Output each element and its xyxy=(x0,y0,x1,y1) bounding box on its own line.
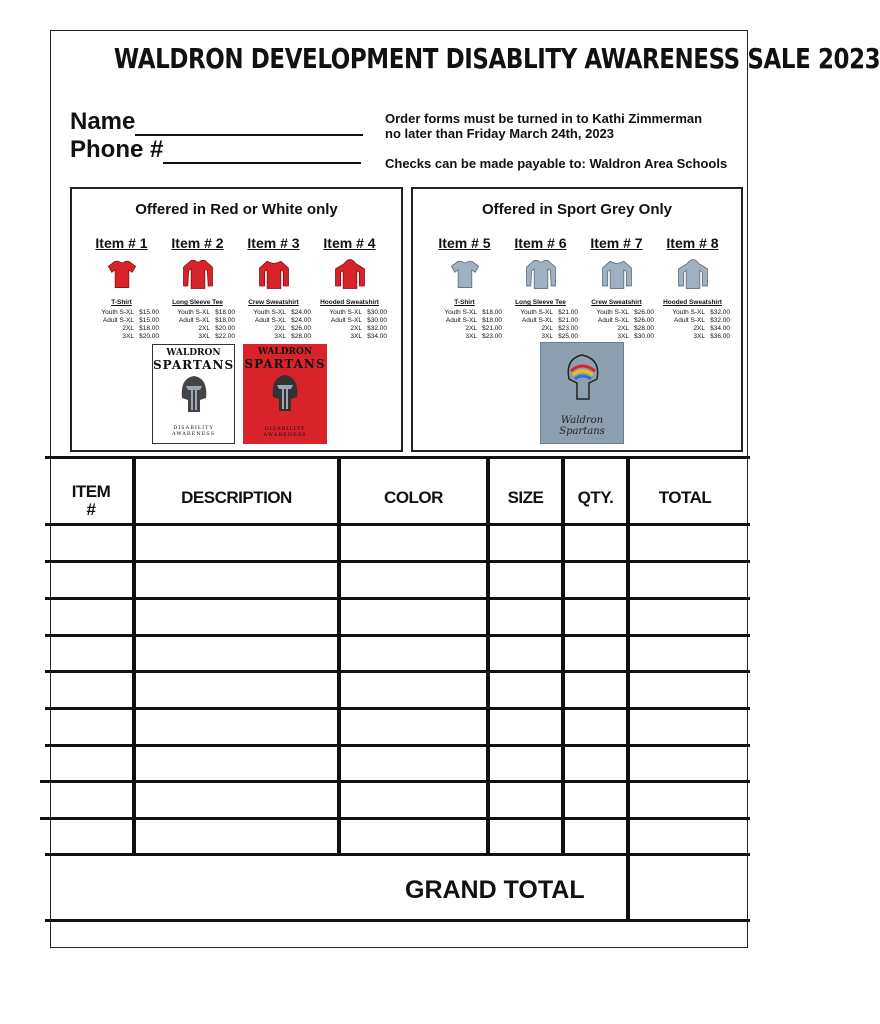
phone-field[interactable] xyxy=(70,136,361,164)
sport-grey-products-box xyxy=(411,187,743,452)
table-column-line xyxy=(561,456,565,855)
item-label: Item # 3 xyxy=(247,235,300,251)
price-row: 2XL $21.00 xyxy=(465,325,502,332)
crew-sweatshirt-icon xyxy=(257,257,291,291)
table-top-border xyxy=(45,456,750,459)
table-column-line xyxy=(626,456,630,921)
price-list xyxy=(236,309,311,341)
product-item-3 xyxy=(236,235,311,341)
phone-label: Phone # xyxy=(70,136,164,163)
price-list xyxy=(579,309,654,341)
price-row: Youth S-XL $24.00 xyxy=(253,309,311,316)
box-title-red-white: Offered in Red or White only xyxy=(135,201,338,218)
tshirt-icon xyxy=(105,257,139,291)
item-label: Item # 7 xyxy=(590,235,643,251)
checks-notice: Checks can be made payable to: Waldron Area Schools xyxy=(385,156,728,171)
price-row: 2XL $34.00 xyxy=(693,325,730,332)
price-row: Adult S-XL $18.00 xyxy=(445,317,502,324)
table-column-line xyxy=(132,456,136,855)
box-title-sport-grey: Offered in Sport Grey Only xyxy=(481,201,673,218)
hoodie-icon xyxy=(333,257,367,291)
product-name: Long Sleeve Tee xyxy=(515,299,566,306)
item-label: Item # 8 xyxy=(666,235,719,251)
header-color: COLOR xyxy=(384,488,443,507)
product-name: Hooded Sweatshirt xyxy=(663,299,722,306)
price-row: 3XL $34.00 xyxy=(350,333,387,340)
price-list xyxy=(427,309,502,341)
price-row: 2XL $23.00 xyxy=(541,325,578,332)
product-name: Crew Sweatshirt xyxy=(248,299,299,306)
table-row-line xyxy=(45,597,750,600)
price-row: 3XL $30.00 xyxy=(617,333,654,340)
price-row: Adult S-XL $24.00 xyxy=(254,317,311,324)
table-row-line xyxy=(45,560,750,563)
price-row: Youth S-XL $30.00 xyxy=(329,309,387,316)
red-logo-design: WALDRON SPARTANS DISABILITY AWARENESS xyxy=(243,344,327,444)
table-bottom-border xyxy=(45,919,750,922)
price-row: Adult S-XL $30.00 xyxy=(330,317,387,324)
name-label: Name xyxy=(70,108,136,135)
item-label: Item # 2 xyxy=(171,235,224,251)
price-row: 2XL $26.00 xyxy=(274,325,311,332)
price-row: 3XL $25.00 xyxy=(541,333,578,340)
price-row: Youth S-XL $18.00 xyxy=(177,309,235,316)
table-row-line xyxy=(40,817,750,820)
table-column-line xyxy=(486,456,490,855)
white-logo-design: WALDRON SPARTANS DISABILITY AWARENESS xyxy=(152,344,235,444)
header-item-number: ITEM # xyxy=(71,482,111,519)
header-size: SIZE xyxy=(507,488,544,507)
price-row: 2XL $32.00 xyxy=(350,325,387,332)
price-row: Youth S-XL $18.00 xyxy=(444,309,502,316)
product-item-7 xyxy=(579,235,654,341)
page-title: WALDRON DEVELOPMENT DISABLITY AWARENESS SALE 2023 xyxy=(113,42,880,75)
header-total: TOTAL xyxy=(658,488,712,507)
product-name: T-Shirt xyxy=(111,299,132,306)
item-label: Item # 1 xyxy=(95,235,148,251)
price-row: Youth S-XL $15.00 xyxy=(101,309,159,316)
table-row-line xyxy=(45,744,750,747)
product-item-4 xyxy=(312,235,387,341)
price-row: 3XL $20.00 xyxy=(122,333,159,340)
grand-total-cell[interactable] xyxy=(632,858,744,916)
name-field[interactable] xyxy=(70,108,363,136)
product-item-5 xyxy=(427,235,502,341)
header-qty: QTY. xyxy=(577,488,614,507)
table-row-line xyxy=(45,853,750,856)
spartan-helmet-icon xyxy=(265,371,305,415)
item-label: Item # 6 xyxy=(514,235,567,251)
long-sleeve-icon xyxy=(181,257,215,291)
price-row: 3XL $36.00 xyxy=(693,333,730,340)
header-description: DESCRIPTION xyxy=(181,488,292,507)
price-row: Youth S-XL $26.00 xyxy=(596,309,654,316)
price-row: Youth S-XL $21.00 xyxy=(520,309,578,316)
table-row-line xyxy=(45,634,750,637)
price-row: Adult S-XL $15.00 xyxy=(102,317,159,324)
product-name: Long Sleeve Tee xyxy=(172,299,223,306)
price-row: Adult S-XL $18.00 xyxy=(178,317,235,324)
grey-logo-text: Waldron Spartans xyxy=(559,415,605,437)
price-row: 2XL $28.00 xyxy=(617,325,654,332)
red-white-products-box xyxy=(70,187,403,452)
spartan-helmet-icon xyxy=(174,372,214,416)
product-name: Crew Sweatshirt xyxy=(591,299,642,306)
price-list xyxy=(160,309,235,341)
table-row-line xyxy=(45,707,750,710)
name-line[interactable] xyxy=(135,112,363,136)
phone-line[interactable] xyxy=(163,140,361,164)
price-row: 3XL $23.00 xyxy=(465,333,502,340)
grand-total-label: GRAND TOTAL xyxy=(405,876,585,904)
long-sleeve-icon xyxy=(524,257,558,291)
tshirt-icon xyxy=(448,257,482,291)
price-row: 2XL $20.00 xyxy=(198,325,235,332)
price-row: Adult S-XL $32.00 xyxy=(673,317,730,324)
product-item-6 xyxy=(503,235,578,341)
price-list xyxy=(503,309,578,341)
table-row-line xyxy=(40,780,750,783)
price-list xyxy=(84,309,159,341)
table-header-border xyxy=(45,523,750,526)
price-row: 3XL $28.00 xyxy=(274,333,311,340)
item-label: Item # 4 xyxy=(323,235,376,251)
turn-in-notice xyxy=(385,111,702,141)
grey-logo-design xyxy=(540,342,624,444)
price-row: Youth S-XL $32.00 xyxy=(672,309,730,316)
price-row: Adult S-XL $26.00 xyxy=(597,317,654,324)
spartan-ribbon-icon xyxy=(547,349,617,411)
hoodie-icon xyxy=(676,257,710,291)
price-row: 3XL $22.00 xyxy=(198,333,235,340)
price-list xyxy=(655,309,730,341)
item-label: Item # 5 xyxy=(438,235,491,251)
product-item-8 xyxy=(655,235,730,341)
price-row: 2XL $18.00 xyxy=(122,325,159,332)
turn-in-line1: Order forms must be turned in to Kathi Zimmerman xyxy=(385,111,703,126)
table-row-line xyxy=(45,670,750,673)
turn-in-line2: no later than Friday March 24th, 2023 xyxy=(385,126,615,141)
price-list xyxy=(312,309,387,341)
crew-sweatshirt-icon xyxy=(600,257,634,291)
product-name: T-Shirt xyxy=(454,299,475,306)
table-column-line xyxy=(337,456,341,855)
product-item-1 xyxy=(84,235,159,341)
price-row: Adult S-XL $21.00 xyxy=(521,317,578,324)
product-item-2 xyxy=(160,235,235,341)
product-name: Hooded Sweatshirt xyxy=(320,299,379,306)
